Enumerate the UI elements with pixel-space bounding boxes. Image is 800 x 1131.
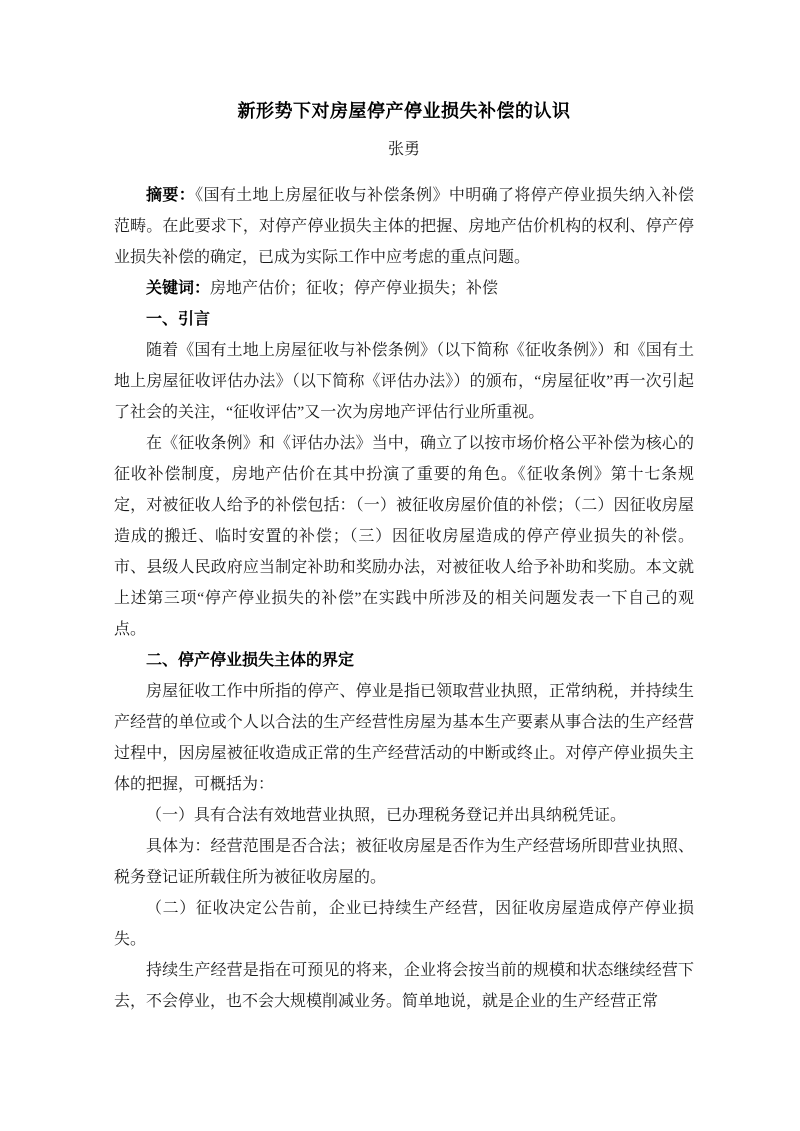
- keywords-text: 房地产估价；征收；停产停业损失；补偿: [210, 280, 499, 297]
- section-1-heading: 一、引言: [146, 311, 211, 328]
- section-1-paragraph-2: 在《征收条例》和《评估办法》当中，确立了以按市场价格公平补偿为核心的征收补偿制度，房地产估价在其中扮演了重要的角色。《征收条例》第十七条规定，对被征收人给予的补偿包括：（一）被征收房屋价值的补偿；（二）因征收房屋造成的搬迁、临时安置的补偿；（三）因征收房屋造成的停产停业损失的补偿。市、县级人民政府应当制定补助和奖励办法，对被征收人给予补助和奖励。本文就上述第三项“停产停业损失的补偿”在实践中所涉及的相关问题发表一下自己的观点。: [114, 435, 694, 638]
- section-2-paragraph-2: （一）具有合法有效地营业执照，已办理税务登记并出具纳税凭证。: [146, 807, 627, 824]
- section-2-paragraph-1: 房屋征收工作中所指的停产、停业是指已领取营业执照，正常纳税，并持续生产经营的单位或个人以合法的生产经营性房屋为基本生产要素从事合法的生产经营过程中，因房屋被征收造成正常的生产经营活动的中断或终止。对停产停业损失主体的把握，可概括为：: [114, 683, 694, 793]
- abstract-paragraph: [114, 180, 694, 273]
- keywords-paragraph: [114, 273, 694, 304]
- section-2-paragraph-5: 持续生产经营是指在可预见的将来，企业将会按当前的规模和状态继续经营下去，不会停业，也不会大规模削减业务。简单地说，就是企业的生产经营正常: [114, 962, 694, 1010]
- keywords-label: 关键词：: [146, 280, 211, 297]
- abstract-text: 《国有土地上房屋征收与补偿条例》中明确了将停产停业损失纳入补偿范畴。在此要求下，对停产停业损失主体的把握、房地产估价机构的权利、停产停业损失补偿的确定，已成为实际工作中应考虑的重点问题。: [114, 187, 694, 266]
- section-1-paragraph-1: 随着《国有土地上房屋征收与补偿条例》（以下简称《征收条例》）和《国有土地上房屋征收评估办法》（以下简称《评估办法》）的颁布，“房屋征收”再一次引起了社会的关注，“征收评估”又一次为房地产评估行业所重视。: [114, 342, 694, 421]
- section-2-heading: 二、停产停业损失主体的界定: [146, 652, 355, 669]
- document-body: [114, 180, 694, 1017]
- document-title: 新形势下对房屋停产停业损失补偿的认识: [237, 101, 571, 121]
- section-2-paragraph-4: （二）征收决定公告前，企业已持续生产经营，因征收房屋造成停产停业损失。: [114, 900, 694, 948]
- document-author: 张勇: [387, 141, 420, 158]
- abstract-label: 摘要：: [146, 187, 196, 204]
- section-2-paragraph-3: 具体为：经营范围是否合法；被征收房屋是否作为生产经营场所即营业执照、税务登记证所载住所为被征收房屋的。: [114, 838, 694, 886]
